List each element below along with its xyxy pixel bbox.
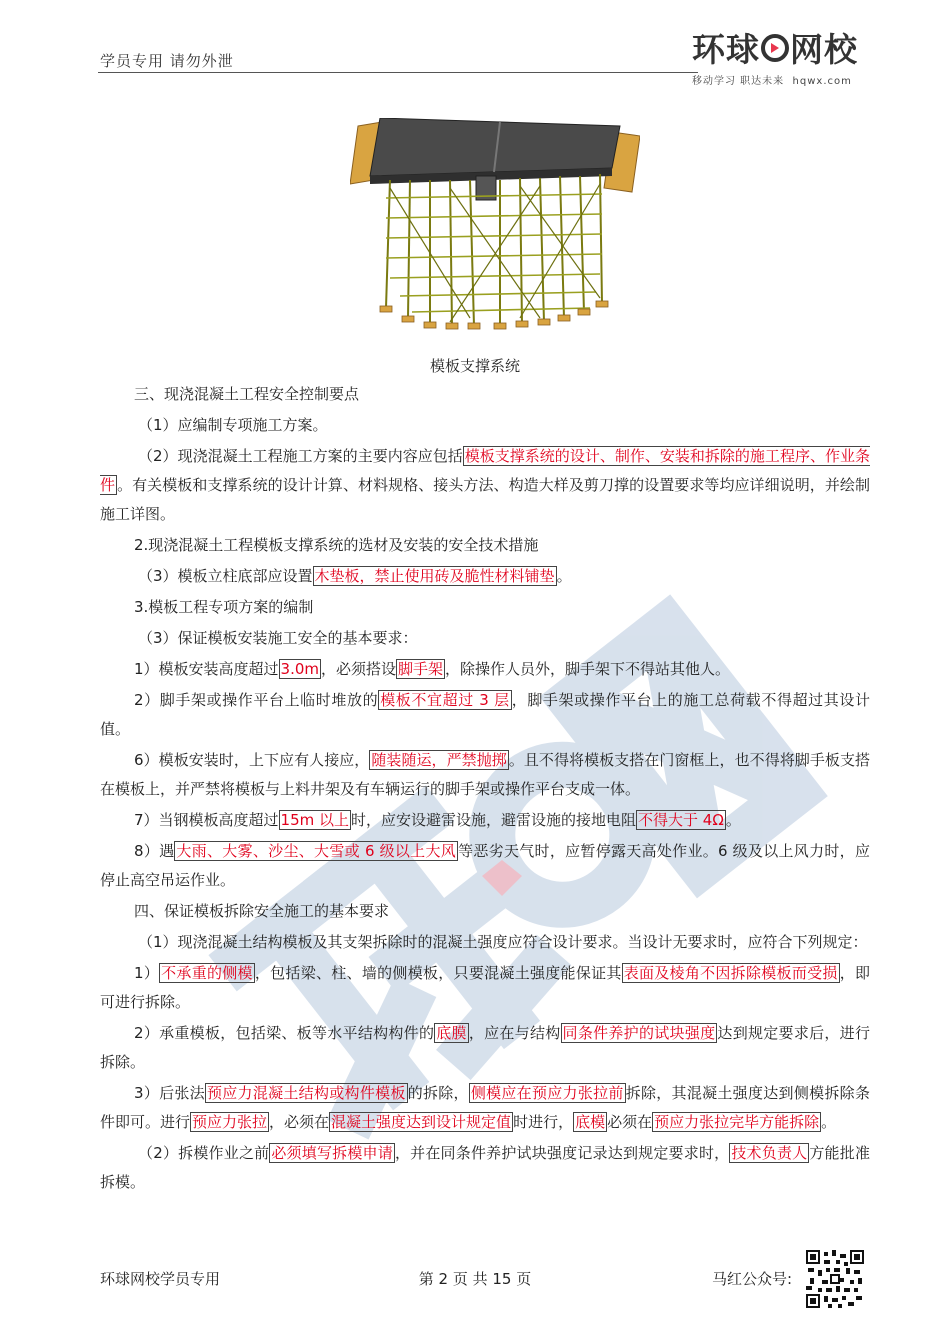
text: 。且不得将模板支搭在门窗框上，也不得将脚手板支搭在模板上，并严禁将模板与上料井架及有车辆运行的脚手架或操作平台支成一体。	[100, 751, 870, 798]
text: 1）	[134, 964, 160, 982]
highlight: 木垫板，禁止使用砖及脆性材料铺垫	[314, 567, 555, 585]
header-divider	[98, 72, 698, 73]
list-item	[100, 959, 870, 1017]
text: 时进行，	[513, 1113, 574, 1131]
highlight: 预应力混凝土结构或构件模板	[206, 1084, 406, 1102]
sub-heading: 2.现浇混凝土工程模板支撑系统的选材及安装的安全技术措施	[134, 536, 539, 554]
paragraph	[100, 1139, 870, 1197]
highlight: 大雨、大雾、沙尘、大雪或 6 级以上大风	[176, 842, 457, 860]
highlight: 预应力张拉完毕方能拆除	[654, 1113, 820, 1131]
highlight: 表面及棱角不因拆除模板而受损	[623, 964, 838, 982]
text: 2）脚手架或操作平台上临时堆放的	[134, 691, 379, 709]
paragraph: （1）应编制专项施工方案。	[138, 416, 328, 434]
text: 。	[821, 1113, 837, 1131]
text: 必须在	[607, 1113, 653, 1131]
footer-left-text: 环球网校学员专用	[100, 1270, 221, 1288]
text: （2）拆模作业之前	[138, 1144, 270, 1162]
text: ，包括梁、柱、墙的侧模板，只要混凝土强度能保证其	[254, 964, 622, 982]
text: 等恶劣天气时，应暂停露天高处作业。6 级及以上风力时，应停止高空吊运作业。	[100, 842, 870, 889]
formwork-support-illustration	[350, 118, 640, 330]
highlight: 必须填写拆模申请	[271, 1144, 393, 1162]
logo-text-a: 环球	[692, 30, 760, 69]
document-body	[100, 380, 870, 1199]
figure-caption: 模板支撑系统	[429, 357, 520, 375]
text: ，脚手架或操作平台上的施工总荷载不得超过其设计值。	[100, 691, 870, 738]
highlight: 3.0m	[280, 660, 320, 678]
text: 3）后张法	[134, 1084, 205, 1102]
text: ，必须搭设	[321, 660, 397, 678]
list-item	[100, 1019, 870, 1077]
paragraph: （1）现浇混凝土结构模板及其支架拆除时的混凝土强度应符合设计要求。当设计无要求时，应符合下列规定：	[138, 933, 868, 951]
text: 。	[556, 567, 572, 585]
text: （3）模板立柱底部应设置	[138, 567, 313, 585]
highlight: 脚手架	[398, 660, 444, 678]
text: ，并在同条件养护试块强度记录达到规定要求时，	[394, 1144, 730, 1162]
highlight: 不得大于 4Ω	[638, 811, 724, 829]
highlight: 底模	[575, 1113, 606, 1131]
text: ，除操作人员外，脚手架下不得站其他人。	[445, 660, 731, 678]
text: 2）承重模板，包括梁、板等水平结构构件的	[134, 1024, 435, 1042]
text: 6）模板安装时，上下应有人接应，	[134, 751, 370, 769]
list-item	[100, 837, 870, 895]
brand-logo	[692, 30, 867, 87]
text: 的拆除，	[407, 1084, 469, 1102]
text: ，应在与结构	[468, 1024, 561, 1042]
section-heading: 三、现浇混凝土工程安全控制要点	[134, 385, 360, 403]
highlight: 侧模应在预应力张拉前	[470, 1084, 624, 1102]
text: 达到规定要求后，进行拆除。	[100, 1024, 870, 1071]
text: ，即可进行拆除。	[100, 964, 870, 1011]
text: （2）现浇混凝土工程施工方案的主要内容应包括	[138, 447, 463, 465]
logo-domain: hqwx.com	[792, 76, 852, 87]
footer-wechat-label: 马红公众号:	[712, 1270, 793, 1288]
text: 方能批准拆模。	[100, 1144, 870, 1191]
text: 8）遇	[134, 842, 175, 860]
paragraph	[100, 442, 870, 529]
header-left-text: 学员专用 请勿外泄	[100, 52, 234, 70]
page-number: 第 2 页 共 15 页	[418, 1270, 532, 1288]
paragraph: （3）保证模板安装施工安全的基本要求：	[138, 629, 418, 647]
highlight: 混凝土强度达到设计规定值	[331, 1113, 512, 1131]
text: ，必须在	[269, 1113, 330, 1131]
highlight: 15m 以上	[280, 811, 350, 829]
qr-code-icon	[806, 1250, 864, 1308]
logo-play-icon	[761, 34, 789, 62]
logo-text-b: 网校	[790, 30, 858, 69]
list-item	[100, 1079, 870, 1137]
section-heading: 四、保证模板拆除安全施工的基本要求	[134, 902, 390, 920]
list-item	[100, 655, 870, 684]
text: 1）模板安装高度超过	[134, 660, 279, 678]
text: 。有关模板和支撑系统的设计计算、材料规格、接头方法、构造大样及剪刀撑的设置要求等均应详细说明，并绘制施工详图。	[100, 476, 870, 523]
highlight: 模板不宜超过 3 层	[380, 691, 510, 709]
list-item	[100, 806, 870, 835]
highlight: 不承重的侧模	[161, 964, 253, 982]
list-item	[100, 746, 870, 804]
text: 时，应安设避雷设施，避雷设施的接地电阻	[351, 811, 637, 829]
paragraph	[100, 562, 870, 591]
highlight: 同条件养护的试块强度	[562, 1024, 716, 1042]
highlight: 模板支撑系统的设计、制作、安装和拆除的施工程序、作业条件	[100, 447, 870, 494]
sub-heading: 3.模板工程专项方案的编制	[134, 598, 314, 616]
highlight: 底膜	[436, 1024, 467, 1042]
highlight: 预应力张拉	[192, 1113, 268, 1131]
highlight: 技术负责人	[731, 1144, 808, 1162]
text: 7）当钢模板高度超过	[134, 811, 279, 829]
list-item	[100, 686, 870, 744]
text: 。	[725, 811, 741, 829]
logo-slogan: 移动学习 职达未来	[692, 76, 785, 87]
highlight: 随装随运，严禁抛掷	[371, 751, 507, 769]
text: 拆除，其混凝土强度达到侧模拆除条件即可。进行	[100, 1084, 870, 1131]
